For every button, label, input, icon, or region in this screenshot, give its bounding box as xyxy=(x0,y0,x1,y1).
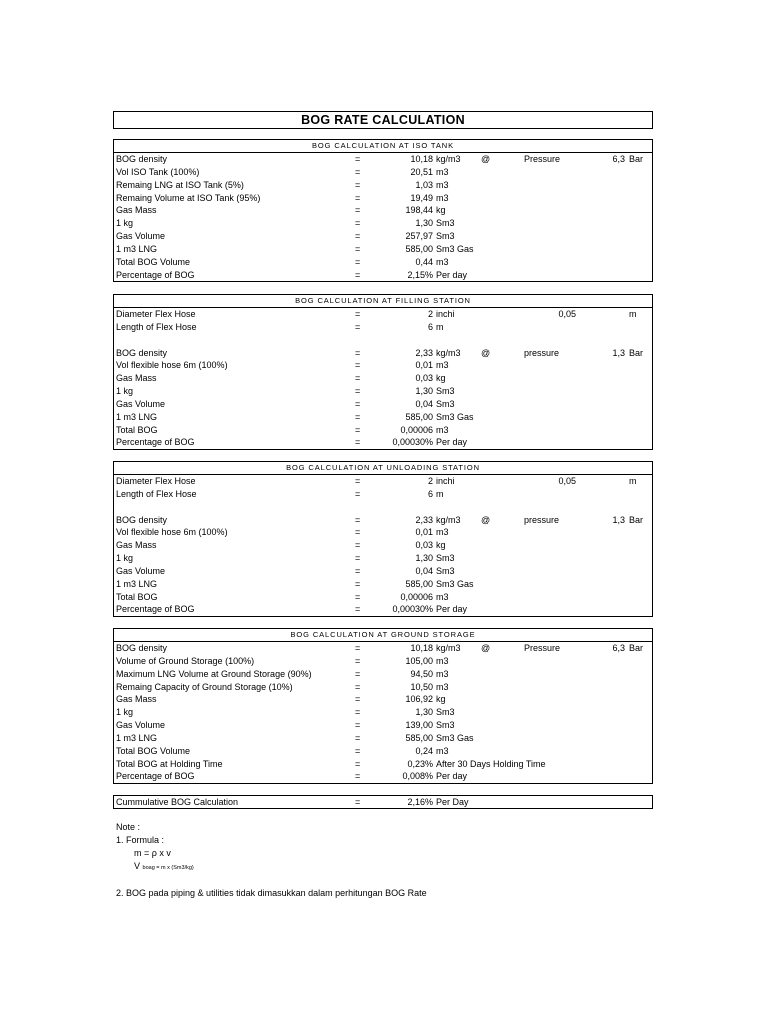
row-unit: kg/m3 xyxy=(436,514,461,525)
formula-v: V xyxy=(134,861,141,871)
row-value: 0,01 xyxy=(415,527,433,538)
table-row xyxy=(114,269,652,282)
table-row xyxy=(114,179,652,192)
row-equals: = xyxy=(355,386,361,397)
row-label: Maximum LNG Volume at Ground Storage (90%) xyxy=(116,668,312,679)
row-value: 6 xyxy=(427,488,433,499)
row-value: 0,04 xyxy=(415,398,433,409)
row-value: 0,44 xyxy=(415,256,433,267)
row-equals: = xyxy=(355,527,361,538)
table-row xyxy=(114,745,652,758)
row-unit: m3 xyxy=(436,166,449,177)
row-unit: Sm3 Gas xyxy=(436,732,474,743)
cumulative-label: Cummulative BOG Calculation xyxy=(116,797,239,807)
row-equals: = xyxy=(355,578,361,589)
row-value: 2 xyxy=(427,476,433,486)
row-value: 1,30 xyxy=(415,707,433,718)
row-label: Total BOG Volume xyxy=(116,256,191,267)
cumulative-row xyxy=(113,795,653,809)
row-equals: = xyxy=(355,321,361,332)
row-label: 1 m3 LNG xyxy=(116,578,158,589)
row-equals: = xyxy=(355,771,361,782)
row-value: 1,30 xyxy=(415,553,433,564)
row-label: 1 kg xyxy=(116,386,134,397)
row-param-unit: Bar xyxy=(629,154,644,164)
section-unloading-station xyxy=(113,461,653,617)
row-value: 0,23% xyxy=(407,758,433,769)
row-equals: = xyxy=(355,437,361,448)
row-at-sign: @ xyxy=(481,154,491,164)
table-row xyxy=(114,655,652,668)
row-param-unit: Bar xyxy=(629,643,644,653)
row-value: 2,33 xyxy=(415,347,433,358)
row-unit: Per day xyxy=(436,771,468,782)
formula-v-subscript: boag = m x (Sm3/kg) xyxy=(142,865,194,871)
row-equals: = xyxy=(355,411,361,422)
cumulative-equals: = xyxy=(355,797,361,807)
row-param-unit: Bar xyxy=(629,514,644,525)
row-label: Percentage of BOG xyxy=(116,269,195,280)
row-unit: kg xyxy=(436,205,446,216)
row-unit: m3 xyxy=(436,179,449,190)
table-row xyxy=(114,424,652,437)
row-equals: = xyxy=(355,643,361,653)
row-label: Gas Mass xyxy=(116,373,157,384)
row-equals: = xyxy=(355,231,361,242)
table-row xyxy=(114,398,652,411)
row-label: Total BOG xyxy=(116,424,158,435)
row-unit: m3 xyxy=(436,424,449,435)
row-label: Gas Mass xyxy=(116,205,157,216)
row-param-label: pressure xyxy=(524,347,560,358)
table-row xyxy=(114,539,652,552)
row-value: 10,18 xyxy=(410,154,433,164)
row-unit: Sm3 Gas xyxy=(436,578,474,589)
row-equals: = xyxy=(355,347,361,358)
row-value: 106,92 xyxy=(405,694,433,705)
row-unit: Sm3 xyxy=(436,398,455,409)
row-unit: m3 xyxy=(436,655,449,666)
table-row xyxy=(114,321,652,334)
table-row xyxy=(114,475,652,488)
row-param-value: 1,3 xyxy=(612,514,625,525)
row-unit: kg xyxy=(436,373,446,384)
table-row xyxy=(114,719,652,732)
row-param-unit: Bar xyxy=(629,347,644,358)
row-equals: = xyxy=(355,732,361,743)
row-equals: = xyxy=(355,707,361,718)
row-param-label: Pressure xyxy=(524,154,561,164)
section-header: BOG CALCULATION AT FILLING STATION xyxy=(114,295,652,308)
table-row xyxy=(114,732,652,745)
row-equals: = xyxy=(355,655,361,666)
row-converted-unit: m xyxy=(629,309,637,319)
row-label: 1 kg xyxy=(116,707,134,718)
row-unit: m3 xyxy=(436,527,449,538)
section-iso-tank xyxy=(113,139,653,282)
row-equals: = xyxy=(355,154,361,164)
table-row xyxy=(114,514,652,527)
row-label: Remaing LNG at ISO Tank (5%) xyxy=(116,179,244,190)
cumulative-value: 2,16% xyxy=(407,797,433,807)
row-label: Gas Mass xyxy=(116,540,157,551)
row-label: 1 kg xyxy=(116,218,134,229)
table-row xyxy=(114,770,652,783)
row-equals: = xyxy=(355,553,361,564)
row-label: BOG density xyxy=(116,514,168,525)
row-unit: m3 xyxy=(436,192,449,203)
row-label: Percentage of BOG xyxy=(116,771,195,782)
row-value: 0,00006 xyxy=(400,424,433,435)
row-at-sign: @ xyxy=(481,514,491,525)
table-row xyxy=(114,204,652,217)
table-row xyxy=(114,526,652,539)
row-label: Remaing Volume at ISO Tank (95%) xyxy=(116,192,261,203)
row-param-value: 1,3 xyxy=(612,347,625,358)
row-label: Diameter Flex Hose xyxy=(116,476,196,486)
row-value: 10,18 xyxy=(410,643,433,653)
row-label: Gas Volume xyxy=(116,398,166,409)
row-value: 94,50 xyxy=(410,668,433,679)
row-unit: Sm3 xyxy=(436,386,455,397)
row-unit: Sm3 xyxy=(436,707,455,718)
row-value: 585,00 xyxy=(405,732,433,743)
row-value: 105,00 xyxy=(405,655,433,666)
row-equals: = xyxy=(355,179,361,190)
row-unit: kg/m3 xyxy=(436,154,461,164)
table-row xyxy=(114,436,652,449)
row-unit: Sm3 xyxy=(436,218,455,229)
table-row xyxy=(114,153,652,166)
row-value: 0,03 xyxy=(415,540,433,551)
row-value: 139,00 xyxy=(405,720,433,731)
row-param-label: pressure xyxy=(524,514,560,525)
row-value: 0,00030% xyxy=(392,437,433,448)
row-equals: = xyxy=(355,681,361,692)
note-heading: Note : xyxy=(116,822,141,832)
row-value: 1,30 xyxy=(415,218,433,229)
row-value: 585,00 xyxy=(405,411,433,422)
row-value: 10,50 xyxy=(410,681,433,692)
row-equals: = xyxy=(355,424,361,435)
table-row xyxy=(114,668,652,681)
row-equals: = xyxy=(355,745,361,756)
table-row xyxy=(114,591,652,604)
row-at-sign: @ xyxy=(481,347,491,358)
table-row xyxy=(114,681,652,694)
row-label: BOG density xyxy=(116,154,168,164)
row-value: 1,30 xyxy=(415,386,433,397)
row-value: 0,00006 xyxy=(400,591,433,602)
table-row xyxy=(114,488,652,501)
table-row xyxy=(114,192,652,205)
row-unit: m3 xyxy=(436,591,449,602)
row-unit: kg xyxy=(436,694,446,705)
row-equals: = xyxy=(355,373,361,384)
row-label: Total BOG at Holding Time xyxy=(116,758,223,769)
row-unit: Per day xyxy=(436,604,468,615)
row-label: Vol flexible hose 6m (100%) xyxy=(116,527,228,538)
row-value: 2 xyxy=(427,309,433,319)
page-title: BOG RATE CALCULATION xyxy=(113,111,653,129)
row-equals: = xyxy=(355,269,361,280)
row-unit: m3 xyxy=(436,681,449,692)
row-value: 585,00 xyxy=(405,578,433,589)
row-equals: = xyxy=(355,540,361,551)
row-label: Total BOG Volume xyxy=(116,745,191,756)
row-unit: Sm3 Gas xyxy=(436,411,474,422)
row-label: BOG density xyxy=(116,347,168,358)
row-equals: = xyxy=(355,604,361,615)
section-ground-storage xyxy=(113,628,653,784)
row-converted-value: 0,05 xyxy=(558,309,576,319)
row-at-sign: @ xyxy=(481,643,491,653)
row-unit: inchi xyxy=(436,309,455,319)
table-row xyxy=(114,308,652,321)
row-label: Gas Volume xyxy=(116,565,166,576)
row-equals: = xyxy=(355,166,361,177)
row-equals: = xyxy=(355,205,361,216)
table-row xyxy=(114,578,652,591)
row-unit: m3 xyxy=(436,360,449,371)
row-equals: = xyxy=(355,218,361,229)
table-row xyxy=(114,552,652,565)
row-label: Diameter Flex Hose xyxy=(116,309,196,319)
row-value: 0,24 xyxy=(415,745,433,756)
row-unit: m3 xyxy=(436,745,449,756)
table-row xyxy=(114,693,652,706)
row-label: Gas Volume xyxy=(116,720,166,731)
row-label: Vol flexible hose 6m (100%) xyxy=(116,360,228,371)
row-label: Gas Volume xyxy=(116,231,166,242)
row-label: 1 kg xyxy=(116,553,134,564)
note-formula-line2 xyxy=(134,861,194,871)
row-value: 0,00030% xyxy=(392,604,433,615)
row-equals: = xyxy=(355,514,361,525)
row-unit: kg xyxy=(436,540,446,551)
row-equals: = xyxy=(355,591,361,602)
row-equals: = xyxy=(355,476,361,486)
row-unit: Sm3 xyxy=(436,720,455,731)
row-param-value: 6,3 xyxy=(612,154,625,164)
cumulative-unit: Per Day xyxy=(436,797,469,807)
row-value: 2,15% xyxy=(407,269,433,280)
row-label: Gas Mass xyxy=(116,694,157,705)
table-row xyxy=(114,758,652,771)
row-equals: = xyxy=(355,668,361,679)
row-unit: m xyxy=(436,488,444,499)
row-equals: = xyxy=(355,694,361,705)
table-row xyxy=(114,372,652,385)
row-value: 20,51 xyxy=(410,166,433,177)
row-equals: = xyxy=(355,398,361,409)
table-row xyxy=(114,217,652,230)
note-formula-line1: m = ρ x v xyxy=(134,848,171,858)
row-label: Total BOG xyxy=(116,591,158,602)
row-label: Volume of Ground Storage (100%) xyxy=(116,655,255,666)
row-value: 0,03 xyxy=(415,373,433,384)
row-converted-unit: m xyxy=(629,476,637,486)
table-row xyxy=(114,706,652,719)
row-label: 1 m3 LNG xyxy=(116,411,158,422)
row-unit: m xyxy=(436,321,444,332)
row-unit: Sm3 xyxy=(436,565,455,576)
row-value: 198,44 xyxy=(405,205,433,216)
row-label: Length of Flex Hose xyxy=(116,321,197,332)
row-label: Percentage of BOG xyxy=(116,604,195,615)
row-value: 0,04 xyxy=(415,565,433,576)
table-row xyxy=(114,642,652,655)
row-value: 257,97 xyxy=(405,231,433,242)
row-label: 1 m3 LNG xyxy=(116,732,158,743)
row-equals: = xyxy=(355,720,361,731)
row-unit: m3 xyxy=(436,256,449,267)
row-converted-value: 0,05 xyxy=(558,476,576,486)
row-unit: m3 xyxy=(436,668,449,679)
table-row xyxy=(114,411,652,424)
table-row xyxy=(114,256,652,269)
table-row xyxy=(114,347,652,360)
row-label: Length of Flex Hose xyxy=(116,488,197,499)
row-equals: = xyxy=(355,192,361,203)
section-header: BOG CALCULATION AT GROUND STORAGE xyxy=(114,629,652,642)
row-equals: = xyxy=(355,488,361,499)
table-row xyxy=(114,243,652,256)
row-value: 0,008% xyxy=(402,771,433,782)
row-unit: Per day xyxy=(436,437,468,448)
row-value: 585,00 xyxy=(405,243,433,254)
note-item-2: 2. BOG pada piping & utilities tidak dimasukkan dalam perhitungan BOG Rate xyxy=(116,888,427,898)
table-row xyxy=(114,565,652,578)
table-row xyxy=(114,359,652,372)
row-unit: kg/m3 xyxy=(436,347,461,358)
section-header: BOG CALCULATION AT ISO TANK xyxy=(114,140,652,153)
row-unit: Sm3 xyxy=(436,553,455,564)
section-header: BOG CALCULATION AT UNLOADING STATION xyxy=(114,462,652,475)
blank-row xyxy=(114,334,652,347)
row-unit: kg/m3 xyxy=(436,643,461,653)
row-equals: = xyxy=(355,360,361,371)
row-label: 1 m3 LNG xyxy=(116,243,158,254)
row-unit: Per day xyxy=(436,269,468,280)
row-value: 6 xyxy=(427,321,433,332)
row-value: 2,33 xyxy=(415,514,433,525)
row-equals: = xyxy=(355,758,361,769)
row-equals: = xyxy=(355,243,361,254)
row-unit: Sm3 Gas xyxy=(436,243,474,254)
table-row xyxy=(114,385,652,398)
table-row xyxy=(114,166,652,179)
row-equals: = xyxy=(355,256,361,267)
row-equals: = xyxy=(355,309,361,319)
table-row xyxy=(114,230,652,243)
row-equals: = xyxy=(355,565,361,576)
table-row xyxy=(114,603,652,616)
row-value: 19,49 xyxy=(410,192,433,203)
row-unit: Sm3 xyxy=(436,231,455,242)
row-unit: After 30 Days Holding Time xyxy=(436,758,546,769)
row-label: Vol ISO Tank (100%) xyxy=(116,166,200,177)
row-value: 1,03 xyxy=(415,179,433,190)
row-param-label: Pressure xyxy=(524,643,561,653)
row-label: Percentage of BOG xyxy=(116,437,195,448)
note-formula-heading: 1. Formula : xyxy=(116,835,165,845)
section-filling-station xyxy=(113,294,653,450)
row-label: BOG density xyxy=(116,643,168,653)
row-unit: inchi xyxy=(436,476,455,486)
row-param-value: 6,3 xyxy=(612,643,625,653)
blank-row xyxy=(114,501,652,514)
row-label: Remaing Capacity of Ground Storage (10%) xyxy=(116,681,293,692)
row-value: 0,01 xyxy=(415,360,433,371)
